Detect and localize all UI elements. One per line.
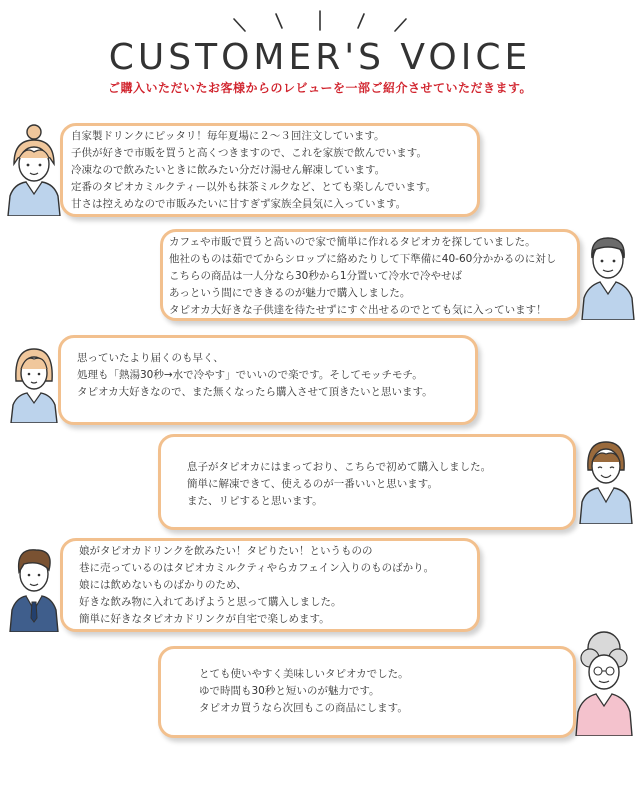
review-line: 処理も「熱湯30秒→水で冷やす」でいいので楽です。そしてモッチモチ。 <box>77 369 423 381</box>
review-line: タピオカ買うなら次回もこの商品にします。 <box>199 702 408 714</box>
review-line: タピオカ大好きなので、また無くなったら購入させて頂きたいと思います。 <box>77 386 433 398</box>
page-subtitle: ご購入いただいたお客様からのレビューを一部ご紹介させていただきます。 <box>107 81 533 95</box>
review-bubble-4 <box>158 434 576 530</box>
older-man-avatar <box>576 224 638 320</box>
review-line: 他社のものは茹でてからシロップに絡めたりして下準備に40-60分かかるのに対し <box>169 253 557 265</box>
review-text-4 <box>187 459 491 510</box>
review-line: 定番のタピオカミルクティー以外も抹茶ミルクなど、とても楽しんでいます。 <box>71 181 437 193</box>
review-line: 思っていたより届くのも早く、 <box>77 352 224 364</box>
review-line: こちらの商品は一人分なら30秒から1分置いて冷水で冷やせば <box>169 270 463 282</box>
review-line: 簡単に好きなタピオカドリンクが自宅で楽しめます。 <box>79 613 330 625</box>
page-title: CUSTOMER'S VOICE <box>108 37 532 78</box>
review-bubble-3 <box>58 335 478 425</box>
mother-avatar <box>574 430 636 524</box>
review-text-5 <box>79 543 434 628</box>
review-line: ゆで時間も30秒と短いのが魅力です。 <box>199 685 380 697</box>
review-bubble-2 <box>160 229 580 321</box>
review-line: タピオカ大好きな子供達を待たせずにすぐ出せるのでとても気に入っています！ <box>169 304 547 316</box>
review-line: また、リピすると思います。 <box>187 495 323 507</box>
review-line: 冷凍なので飲みたいときに飲みたい分だけ湯せん解凍しています。 <box>71 164 386 176</box>
businessman-avatar <box>6 538 62 632</box>
review-line: 好きな飲み物に入れてあげようと思って購入しました。 <box>79 596 342 608</box>
review-line: 娘がタピオカドリンクを飲みたい！タピりたい！というものの <box>79 545 373 557</box>
review-line: 簡単に解凍できて、使えるのが一番いいと思います。 <box>187 478 438 490</box>
review-line: 子供が好きで市販を買うと高くつきますので、これを家族で飲んでいます。 <box>71 147 427 159</box>
review-bubble-1 <box>60 123 480 217</box>
review-line: 息子がタピオカにはまっており、こちらで初めて購入しました。 <box>187 461 492 473</box>
review-bubble-5 <box>60 538 480 632</box>
review-line: 自家製ドリンクにピッタリ！毎年夏場に２～３回注文しています。 <box>71 130 385 142</box>
review-line: あっという間にでききるのが魅力で購入しました。 <box>169 287 411 299</box>
review-line: 甘さは控えめなので市販みたいに甘すぎず家族全員気に入っています。 <box>71 198 407 210</box>
grandmother-avatar <box>570 626 636 736</box>
review-text-6 <box>199 666 409 717</box>
review-text-2 <box>169 234 556 319</box>
review-text-1 <box>71 128 436 213</box>
review-line: カフェや市販で買うと高いので家で簡単に作れるタピオカを探していました。 <box>169 236 536 248</box>
review-line: 巷に売っているのはタピオカミルクティやらカフェイン入りのものばかり。 <box>79 562 435 574</box>
woman-bob-avatar <box>8 337 60 423</box>
review-bubble-6 <box>158 646 576 738</box>
woman-bun-avatar <box>4 122 62 216</box>
review-line: 娘には飲めないものばかりのため、 <box>79 579 247 591</box>
review-line: とても使いやすく美味しいタピオカでした。 <box>199 668 409 680</box>
review-text-3 <box>77 350 433 401</box>
